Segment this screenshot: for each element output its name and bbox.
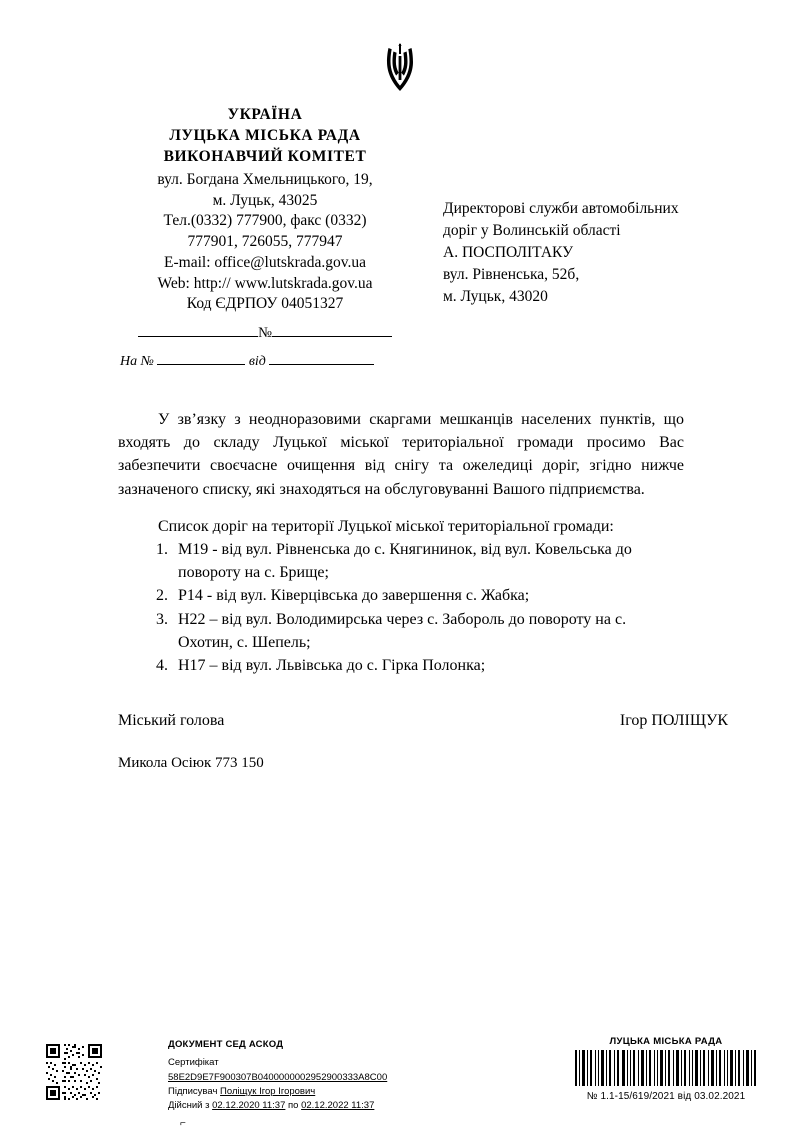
barcode (573, 1050, 759, 1086)
ukraine-trident-icon (0, 42, 800, 99)
document-body (118, 408, 684, 677)
outgoing-number-rule-2 (272, 322, 392, 337)
phone-line-1: Тел.(0332) 777900, факс (0332) (163, 212, 367, 230)
stamp-org-title: ЛУЦЬКА МІСЬКА РАДА (609, 1036, 723, 1047)
signer-label: Підписувач (168, 1085, 218, 1097)
incoming-date-rule (269, 351, 374, 365)
outgoing-number-row (120, 322, 410, 342)
edrpou-line: Код ЄДРПОУ 04051327 (186, 295, 344, 313)
registration-stamp-block (566, 1036, 766, 1102)
sed-askod-title: ДОКУМЕНТ СЕД АСКОД (168, 1039, 284, 1050)
valid-to-label: по (288, 1100, 299, 1111)
list-item: 4. Н17 – від вул. Львівська до с. Гірка Полонка; (172, 654, 684, 677)
valid-from: 02.12.2020 11:37 (212, 1100, 286, 1111)
signatory-position: Міський голова (118, 712, 225, 729)
address-line-1: вул. Богдана Хмельницького, 19, (157, 170, 373, 188)
email-line: E-mail: office@lutskrada.gov.ua (164, 253, 366, 271)
addressee-line-2: доріг у Волинській області (443, 222, 621, 239)
body-paragraph-1: У зв’язку з неодноразовими скаргами мешканців населених пунктів, що входять до складу Луцької міської територіальної громади просимо Вас забезпечити своєчасне очищення від снігу та ожеледиці доріг, згідно нижче зазначеного списку, які знаходяться на обслуговуванні Вашого підприємства. (118, 411, 684, 498)
contact-person: Микола Осіюк 773 150 (118, 755, 264, 771)
valid-label: Дійсний з (168, 1100, 210, 1111)
list-item: 3. Н22 – від вул. Володимирська через с. Забороль до повороту на с. Охотин, с. Шепель; (172, 608, 684, 654)
list-item: 2. Р14 - від вул. Ківерцівська до завершення с. Жабка; (172, 584, 684, 607)
org-line-committee: ВИКОНАВЧИЙ КОМІТЕТ (163, 147, 367, 165)
address-line-2: м. Луцьк, 43025 (212, 191, 318, 209)
reference-block (120, 322, 410, 370)
signatory-name: Ігор ПОЛІЩУК (619, 712, 728, 729)
web-line: Web: http:// www.lutskrada.gov.ua (157, 274, 373, 292)
certificate-label: Сертифікат (168, 1057, 219, 1069)
date-label: від (248, 354, 266, 369)
incoming-number-rule (157, 351, 245, 365)
outgoing-number-rule (138, 322, 258, 337)
signature-row (118, 712, 728, 730)
number-symbol: № (258, 325, 272, 341)
sed-askod-block (168, 1038, 458, 1113)
signer-name: Поліщук Ігор Ігорович (220, 1085, 316, 1097)
incoming-number-row (120, 351, 410, 370)
phone-line-2: 777901, 726055, 777947 (187, 233, 343, 251)
qr-code (46, 1044, 102, 1100)
letterhead (120, 105, 410, 315)
org-line-council: ЛУЦЬКА МІСЬКА РАДА (169, 126, 361, 144)
addressee-line-1: Директорові служби автомобільних (443, 200, 679, 217)
addressee-name: А. ПОСПОЛІТАКУ (443, 244, 574, 261)
addressee-city: м. Луцьк, 43020 (443, 288, 548, 305)
list-item: 1. М19 - від вул. Рівненська до с. Княгининок, від вул. Ковельська до повороту на с. Брище; (172, 538, 684, 584)
registration-number: № 1.1-15/619/2021 від 03.02.2021 (586, 1091, 746, 1102)
certificate-serial: 58E2D9E7F900307B0400000002952900333A8C00 (168, 1071, 388, 1083)
org-line-country: УКРАЇНА (227, 106, 303, 123)
roads-list-intro: Список доріг на території Луцької міської територіальної громади: (158, 517, 614, 535)
signature-mark-icon: ⌐ (180, 1118, 186, 1129)
roads-list (118, 538, 684, 677)
addressee-block (443, 198, 763, 308)
on-number-label: На № (120, 354, 154, 369)
valid-to: 02.12.2022 11:37 (301, 1100, 375, 1111)
addressee-street: вул. Рівненська, 52б, (443, 266, 580, 283)
